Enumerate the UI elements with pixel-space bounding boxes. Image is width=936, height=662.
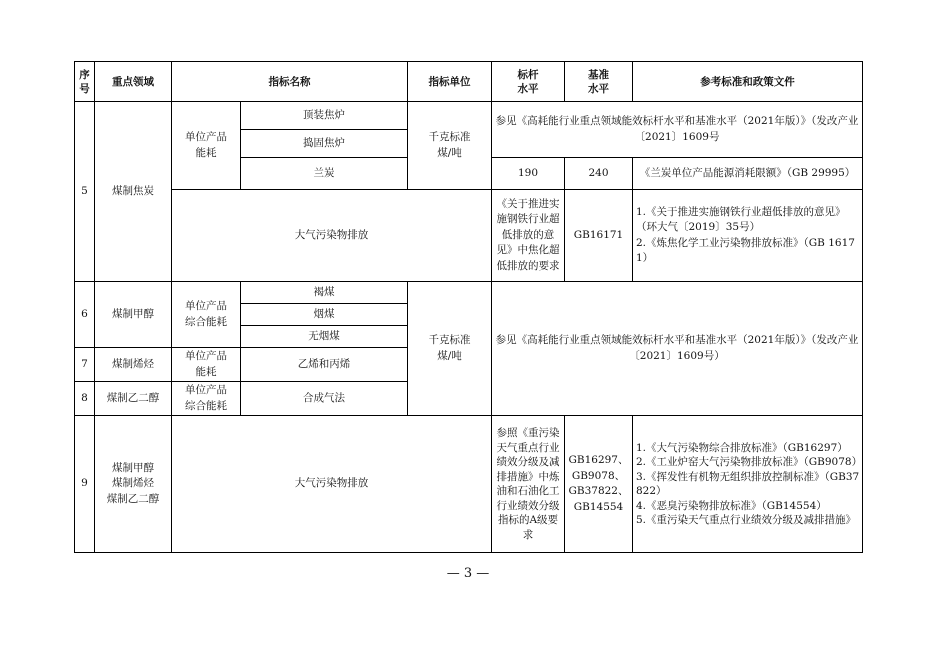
row6-item-1: 褐煤 [241,282,408,304]
row9-baseline: GB16297、 GB9078、 GB37822、 GB14554 [565,416,633,553]
row5-item-2: 捣固焦炉 [241,130,408,158]
row5-emission-ref-1: 1.《关于推进实施钢铁行业超低排放的意见》（环大气〔2019〕35号） [636,205,846,233]
page-number: — 3 — [446,566,490,581]
row8-sub-category: 单位产品 综合能耗 [172,382,241,416]
table-header-row [75,62,863,102]
indicator-table [74,61,863,553]
row5-shared-reference: 参见《高耗能行业重点领域能效标杆水平和基准水平（2021年版）》（发改产业〔2021〕1609号 [492,102,863,158]
header-baseline: 基准 水平 [565,62,633,102]
row5-seq: 5 [75,102,95,282]
row6-8-unit: 千克标准 煤/吨 [408,282,492,416]
row5-sub-category: 单位产品 能耗 [172,102,241,190]
table-row [75,190,863,282]
row5-unit: 千克标准 煤/吨 [408,102,492,190]
row5-emission-ref-2: 2.《炼焦化学工业污染物排放标准》（GB 16171） [636,236,855,264]
row9-emission-label: 大气污染物排放 [172,416,492,553]
row5-emission-reference [633,190,863,282]
header-benchmark: 标杆 水平 [492,62,565,102]
row6-seq: 6 [75,282,95,348]
row8-seq: 8 [75,382,95,416]
row9-benchmark: 参照《重污染天气重点行业绩效分级及减排措施》中炼油和石油化工行业绩效分级指标的A级要求 [492,416,565,553]
row6-8-shared-reference: 参见《高耗能行业重点领域能效标杆水平和基准水平（2021年版）》（发改产业〔2021〕1609号） [492,282,863,416]
row7-sub-category: 单位产品 能耗 [172,348,241,382]
row9-seq: 9 [75,416,95,553]
row5-field: 煤制焦炭 [95,102,172,282]
row7-field: 煤制烯烃 [95,348,172,382]
row5-emission-baseline: GB16171 [565,190,633,282]
row9-reference [633,416,863,553]
row7-item-1: 乙烯和丙烯 [241,348,408,382]
row6-item-3: 无烟煤 [241,326,408,348]
row8-item-1: 合成气法 [241,382,408,416]
row5-emission-benchmark: 《关于推进实施钢铁行业超低排放的意见》中焦化超低排放的要求 [492,190,565,282]
row6-item-2: 烟煤 [241,304,408,326]
header-indicator-unit: 指标单位 [408,62,492,102]
table-row [75,282,863,304]
row5-item-1: 顶装焦炉 [241,102,408,130]
header-indicator-name: 指标名称 [172,62,408,102]
header-field: 重点领域 [95,62,172,102]
row7-seq: 7 [75,348,95,382]
row9-ref-4: 4.《恶臭污染物排放标准》（GB14554） [636,499,827,512]
row5-lantan-reference: 《兰炭单位产品能源消耗限额》（GB 29995） [633,158,863,190]
row5-emission-label: 大气污染物排放 [172,190,492,282]
row9-ref-5: 5.《重污染天气重点行业绩效分级及减排措施》 [636,514,857,526]
row9-ref-1: 1.《大气污染物综合排放标准》（GB16297） [636,441,848,454]
row5-item-3: 兰炭 [241,158,408,190]
header-reference: 参考标准和政策文件 [633,62,863,102]
row9-ref-2: 2.《工业炉窑大气污染物排放标准》（GB9078） [636,456,863,468]
table-row [75,102,863,130]
row8-field: 煤制乙二醇 [95,382,172,416]
row6-field: 煤制甲醇 [95,282,172,348]
row6-sub-category: 单位产品 综合能耗 [172,282,241,348]
table-row [75,416,863,553]
header-seq: 序 号 [75,62,95,102]
row9-field: 煤制甲醇 煤制烯烃 煤制乙二醇 [95,416,172,553]
row5-lantan-baseline: 240 [565,158,633,190]
row9-ref-3: 3.《挥发性有机物无组织排放控制标准》（GB37822） [636,470,860,497]
row5-lantan-benchmark: 190 [492,158,565,190]
